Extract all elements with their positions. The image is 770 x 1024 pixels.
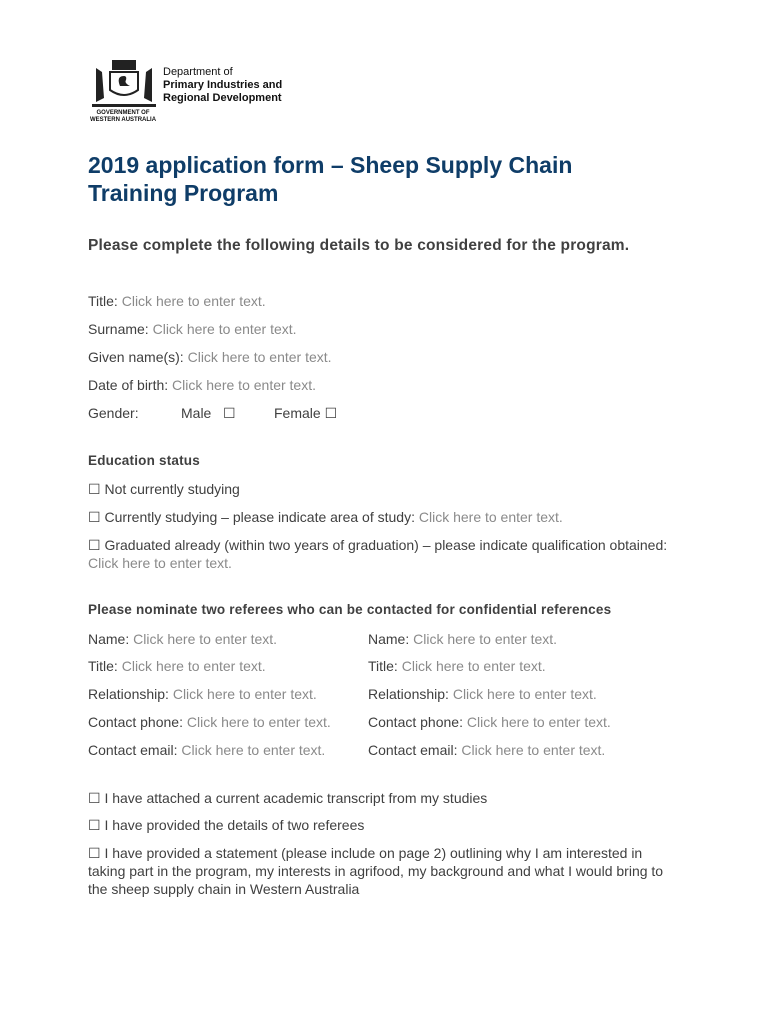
- given-names-field[interactable]: Given name(s): Click here to enter text.: [88, 349, 332, 365]
- referee1-phone[interactable]: Contact phone: Click here to enter text.: [88, 714, 331, 730]
- referee2-phone[interactable]: Contact phone: Click here to enter text.: [368, 714, 611, 730]
- referee1-name[interactable]: Name: Click here to enter text.: [88, 631, 278, 647]
- referees-heading: Please nominate two referees who can be contacted for confidential references: [88, 602, 612, 617]
- gender-label: Gender:: [88, 405, 139, 421]
- page-title: 2019 application form – Sheep Supply Chain Training Program: [88, 152, 573, 206]
- referee2-name[interactable]: Name: Click here to enter text.: [368, 631, 558, 647]
- statement-checkbox[interactable]: ☐ I have provided a statement (please include on page 2) outlining why I am interested in taking part in the program, my interests in agrifood, my background and what I would bring to the sheep supply chain in Western Australia: [88, 845, 664, 897]
- government-label: GOVERNMENT OF WESTERN AUSTRALIA: [89, 110, 157, 123]
- gender-female-checkbox[interactable]: Female ☐: [274, 405, 338, 421]
- wa-crest-logo: [90, 58, 158, 110]
- department-name: Department of Primary Industries and Regional Development: [163, 66, 283, 104]
- title-field[interactable]: Title: Click here to enter text.: [88, 293, 266, 309]
- currently-studying-checkbox[interactable]: ☐ Currently studying – please indicate area of study: Click here to enter text.: [88, 509, 563, 525]
- education-heading: Education status: [88, 453, 200, 468]
- surname-field[interactable]: Surname: Click here to enter text.: [88, 321, 297, 337]
- referee2-relationship[interactable]: Relationship: Click here to enter text.: [368, 686, 597, 702]
- dob-field[interactable]: Date of birth: Click here to enter text.: [88, 377, 316, 393]
- graduated-checkbox[interactable]: ☐ Graduated already (within two years of graduation) – please indicate qualification obtained: Click here to enter text.: [88, 537, 668, 571]
- intro-heading: Please complete the following details to be considered for the program.: [88, 237, 630, 254]
- referee2-title[interactable]: Title: Click here to enter text.: [368, 658, 546, 674]
- referees-provided-checkbox[interactable]: ☐ I have provided the details of two referees: [88, 817, 365, 833]
- transcript-checkbox[interactable]: ☐ I have attached a current academic transcript from my studies: [88, 790, 488, 806]
- referee1-relationship[interactable]: Relationship: Click here to enter text.: [88, 686, 317, 702]
- referee2-email[interactable]: Contact email: Click here to enter text.: [368, 742, 606, 758]
- gender-male-checkbox[interactable]: Male ☐: [181, 405, 236, 421]
- referee1-title[interactable]: Title: Click here to enter text.: [88, 658, 266, 674]
- not-studying-checkbox[interactable]: ☐ Not currently studying: [88, 481, 240, 497]
- referee1-email[interactable]: Contact email: Click here to enter text.: [88, 742, 326, 758]
